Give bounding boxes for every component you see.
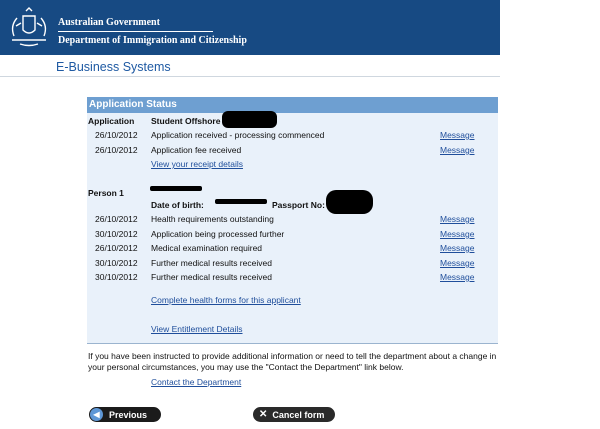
message-link[interactable]: Message <box>440 229 475 239</box>
header-rule <box>0 76 500 77</box>
event-date: 30/10/2012 <box>95 258 138 268</box>
arrow-left-icon: ◀ <box>90 408 103 421</box>
event-date: 30/10/2012 <box>95 272 138 282</box>
event-text: Application being processed further <box>151 229 285 239</box>
event-text: Medical examination required <box>151 243 263 253</box>
entitlement-link[interactable]: View Entitlement Details <box>151 324 243 334</box>
coat-of-arms-icon <box>6 6 52 48</box>
contact-department-link[interactable]: Contact the Department <box>151 377 242 387</box>
message-link[interactable]: Message <box>440 243 475 253</box>
event-date: 26/10/2012 <box>95 243 138 253</box>
panel-divider <box>87 343 498 344</box>
info-text-line2: your personal circumstances, you may use the "Contact the Department" link below. <box>88 362 404 372</box>
status-panel-title: Application Status <box>87 97 498 113</box>
previous-button[interactable]: ◀ Previous <box>89 407 161 422</box>
app-title: E-Business Systems <box>56 60 171 74</box>
redacted-application-id <box>222 111 277 128</box>
application-label: Application <box>88 116 135 126</box>
message-link[interactable]: Message <box>440 272 475 282</box>
redacted-passport <box>326 190 373 214</box>
department-name: Department of Immigration and Citizenship <box>58 35 247 46</box>
passport-label: Passport No: <box>272 200 325 210</box>
event-date: 26/10/2012 <box>95 145 138 155</box>
message-link[interactable]: Message <box>440 145 475 155</box>
government-name: Australian Government <box>58 17 160 28</box>
event-text: Health requirements outstanding <box>151 214 274 224</box>
event-date: 30/10/2012 <box>95 229 138 239</box>
info-text-line1: If you have been instructed to provide additional information or need to tell the department about a change in <box>88 351 497 361</box>
header-divider <box>58 31 213 32</box>
health-forms-link[interactable]: Complete health forms for this applicant <box>151 295 301 305</box>
event-date: 26/10/2012 <box>95 214 138 224</box>
cancel-form-button[interactable]: ✕ Cancel form <box>253 407 335 422</box>
event-text: Further medical results received <box>151 258 272 268</box>
close-icon: ✕ <box>259 409 268 420</box>
redacted-dob <box>215 199 267 204</box>
event-text: Application fee received <box>151 145 242 155</box>
event-text: Application received - processing commenced <box>151 130 325 140</box>
message-link[interactable]: Message <box>440 130 475 140</box>
event-date: 26/10/2012 <box>95 130 138 140</box>
application-type: Student Offshore <box>151 116 221 126</box>
event-text: Further medical results received <box>151 272 272 282</box>
receipt-link[interactable]: View your receipt details <box>151 159 243 169</box>
message-link[interactable]: Message <box>440 214 475 224</box>
redacted-person-name <box>150 186 202 191</box>
message-link[interactable]: Message <box>440 258 475 268</box>
person-label: Person 1 <box>88 188 124 198</box>
dob-label: Date of birth: <box>151 200 204 210</box>
site-header <box>0 0 500 55</box>
